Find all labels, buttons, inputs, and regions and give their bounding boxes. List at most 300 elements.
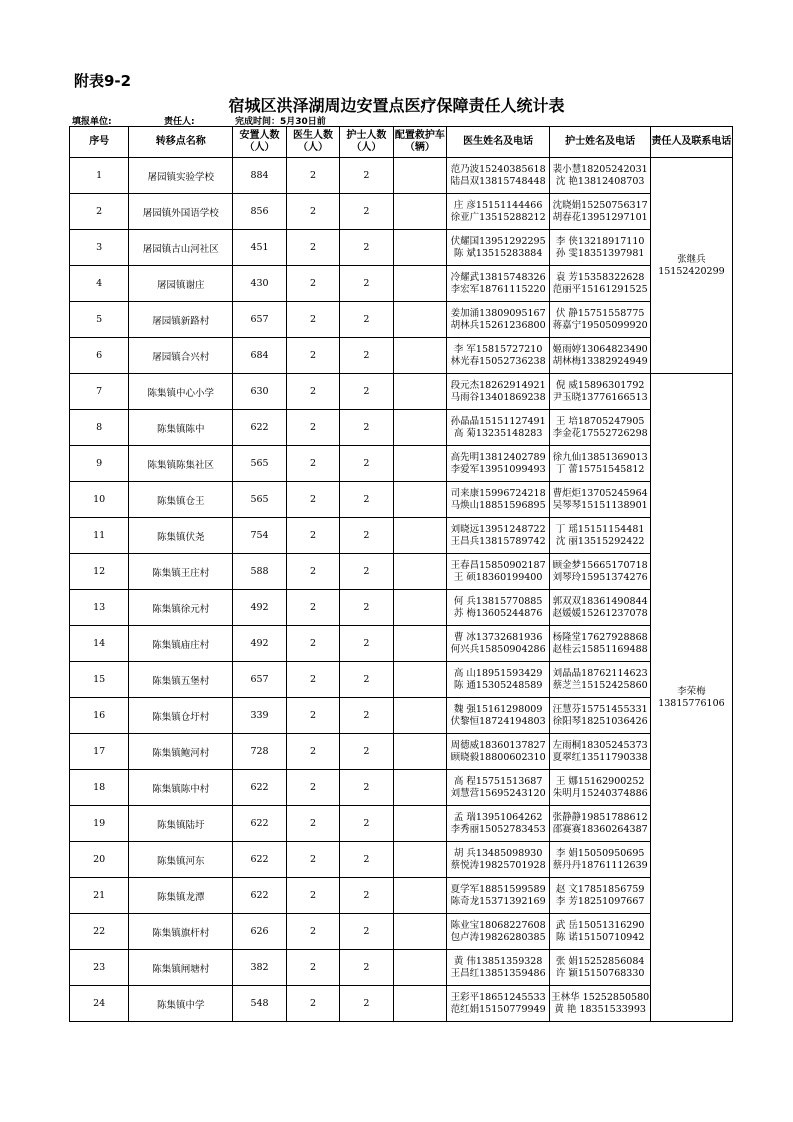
doctor-contact-line: 冷耀武13815748326 [450,271,546,283]
row-people: 622 [233,842,287,878]
row-doctors: 2 [287,662,340,698]
row-no: 22 [70,914,129,950]
row-people: 382 [233,950,287,986]
doctor-contact-line: 陈业宝18068227608 [450,919,546,931]
doctor-contact-line: 李宏军18761115220 [450,283,546,295]
row-ambulance [393,590,446,626]
fill-info-row [70,114,730,126]
row-no: 20 [70,842,129,878]
row-ambulance [393,374,446,410]
nurse-contact-line: 蔡丹丹18761112639 [552,859,648,871]
row-no: 8 [70,410,129,446]
row-doctors: 2 [287,734,340,770]
row-people: 622 [233,878,287,914]
row-nurses: 2 [339,374,393,410]
nurse-contact [550,662,650,698]
table-row [70,986,733,1022]
doctor-contact-line: 陆昌双13815748448 [450,175,546,187]
table-row [70,446,733,482]
responsible-group-1 [650,158,732,374]
row-site: 陈集镇旗杆村 [129,914,233,950]
nurse-contact-line: 武 岳15051316290 [555,919,645,931]
nurse-contact [550,302,650,338]
row-ambulance [393,266,446,302]
row-people: 856 [233,194,287,230]
nurse-contact-line: 姬雨婷13064823490 [552,343,648,355]
table-row [70,842,733,878]
row-ambulance [393,914,446,950]
nurse-contact-line: 刘琴玲15951374276 [552,571,648,583]
nurse-contact [550,194,650,230]
row-people: 565 [233,446,287,482]
nurse-contact-line: 杨隆堂17627928868 [552,631,648,643]
doctor-contact-line: 高 山18951593429 [453,667,543,679]
doctor-contact-line: 高 菊13235148283 [453,427,543,439]
nurse-contact-line: 许 颖15150768330 [555,967,645,979]
row-nurses: 2 [339,806,393,842]
responsible-1-contact: 张继兵15152420299 [658,253,725,277]
doctor-contact-line: 包卢涛19826280385 [450,931,546,943]
doctor-contact-line: 徐亚广13515288212 [450,211,546,223]
nurse-contact-line: 黄 艳 18351533993 [554,1003,646,1015]
nurse-contact-line: 张 娟15252856084 [555,955,645,967]
table-row [70,158,733,194]
nurse-contact [550,266,650,302]
row-no: 4 [70,266,129,302]
row-site: 屠园镇外国语学校 [129,194,233,230]
row-nurses: 2 [339,842,393,878]
table-row [70,194,733,230]
doctor-contact [446,482,550,518]
table-row [70,590,733,626]
fill-responsible-label: 责任人: [164,117,195,127]
row-doctors: 2 [287,806,340,842]
header-site: 转移点名称 [129,127,233,158]
nurse-contact [550,842,650,878]
row-doctors: 2 [287,446,340,482]
nurse-contact [550,878,650,914]
row-site: 屠园镇合兴村 [129,338,233,374]
row-people: 492 [233,626,287,662]
roster-body [70,158,733,1022]
nurse-contact-line: 王林华 15252850580 [551,991,650,1003]
doctor-contact-line: 李 军15815727210 [453,343,543,355]
nurse-contact-line: 伏 静15751558775 [555,307,645,319]
doctor-contact [446,230,550,266]
doctor-contact-line: 姜加涌13809095167 [450,307,546,319]
nurse-contact [550,914,650,950]
row-nurses: 2 [339,626,393,662]
row-no: 3 [70,230,129,266]
nurse-contact-line: 沈 艳13812408703 [555,175,645,187]
nurse-contact [550,986,650,1022]
row-site: 陈集镇陈中村 [129,770,233,806]
row-site: 陈集镇王庄村 [129,554,233,590]
table-row [70,626,733,662]
nurse-contact [550,950,650,986]
nurse-contact-line: 左雨桐18305245373 [552,739,648,751]
row-nurses: 2 [339,302,393,338]
row-ambulance [393,842,446,878]
row-people: 451 [233,230,287,266]
doctor-contact-line: 林光春15052736238 [450,355,546,367]
doctor-contact-line: 范乃波15240385618 [450,163,546,175]
doctor-contact [446,626,550,662]
row-doctors: 2 [287,482,340,518]
row-ambulance [393,626,446,662]
doctor-contact-line: 刘慧营15695243120 [450,787,546,799]
header-doctors: 医生人数（人） [287,127,340,158]
row-people: 684 [233,338,287,374]
fill-deadline-label: 完成时间：5月30日前 [235,117,326,127]
row-ambulance [393,194,446,230]
nurse-contact-line: 刘晶晶18762114623 [552,667,648,679]
doctor-contact-line: 魏 强15161298009 [453,703,543,715]
nurse-contact-line: 李 芳18251097667 [555,895,645,907]
row-doctors: 2 [287,374,340,410]
doctor-contact [446,410,550,446]
doctor-contact [446,374,550,410]
row-doctors: 2 [287,410,340,446]
row-no: 23 [70,950,129,986]
nurse-contact [550,698,650,734]
row-nurses: 2 [339,734,393,770]
doctor-contact [446,914,550,950]
table-row [70,554,733,590]
doctor-contact-line: 苏 梅13605244876 [453,607,543,619]
row-site: 陈集镇龙潭 [129,878,233,914]
row-site: 陈集镇陈集社区 [129,446,233,482]
doctor-contact-line: 马雨谷13401869238 [450,391,546,403]
row-site: 屠园镇新路村 [129,302,233,338]
doctor-contact-line: 何兴兵15850904286 [450,643,546,655]
row-ambulance [393,734,446,770]
row-site: 屠园镇实验学校 [129,158,233,194]
row-people: 492 [233,590,287,626]
row-people: 622 [233,806,287,842]
nurse-contact-line: 王 培18705247905 [555,415,645,427]
doctor-contact [446,590,550,626]
row-people: 430 [233,266,287,302]
row-no: 7 [70,374,129,410]
nurse-contact-line: 夏翠红13511790338 [552,751,648,763]
row-ambulance [393,806,446,842]
nurse-contact-line: 顾金梦15665170718 [552,559,648,571]
nurse-contact-line: 倪 威15896301792 [555,379,645,391]
row-ambulance [393,950,446,986]
nurse-contact-line: 李 娟15050950695 [555,847,645,859]
header-ambulance: 配置救护车（辆） [393,127,446,158]
row-no: 16 [70,698,129,734]
nurse-contact-line: 尹玉晓13776166513 [552,391,648,403]
nurse-contact-line: 陈 诺15150710942 [555,931,645,943]
row-ambulance [393,482,446,518]
row-no: 15 [70,662,129,698]
row-doctors: 2 [287,194,340,230]
nurse-contact-line: 沈晓娟15250756317 [552,199,648,211]
row-no: 13 [70,590,129,626]
doctor-contact [446,770,550,806]
row-doctors: 2 [287,518,340,554]
nurse-contact [550,410,650,446]
table-row [70,266,733,302]
row-people: 588 [233,554,287,590]
nurse-contact [550,158,650,194]
table-row [70,410,733,446]
page-title: 宿城区洪泽湖周边安置点医疗保障责任人统计表 [228,96,565,115]
row-site: 陈集镇仓圩村 [129,698,233,734]
header-nurse-contact: 护士姓名及电话 [550,127,650,158]
row-no: 5 [70,302,129,338]
table-row [70,230,733,266]
header-row [70,127,733,158]
row-site: 屠园镇古山河社区 [129,230,233,266]
row-nurses: 2 [339,482,393,518]
table-row [70,806,733,842]
row-no: 19 [70,806,129,842]
doctor-contact-line: 陈奇龙15371392169 [450,895,546,907]
row-doctors: 2 [287,698,340,734]
doctor-contact [446,554,550,590]
nurse-contact-line: 丁 瑶15151154481 [555,523,645,535]
row-site: 陈集镇陆圩 [129,806,233,842]
row-people: 626 [233,914,287,950]
nurse-contact-line: 赵 文17851856759 [555,883,645,895]
nurse-contact [550,734,650,770]
doctor-contact-line: 李爱军13951099493 [450,463,546,475]
doctor-contact [446,662,550,698]
row-doctors: 2 [287,230,340,266]
doctor-contact-line: 何 兵13815770885 [453,595,543,607]
table-row [70,914,733,950]
responsible-2-line: 13815776106 [658,697,725,709]
row-no: 1 [70,158,129,194]
row-nurses: 2 [339,590,393,626]
row-no: 17 [70,734,129,770]
doctor-contact [446,734,550,770]
row-nurses: 2 [339,230,393,266]
nurse-contact-line: 王 娜15162900252 [555,775,645,787]
row-ambulance [393,446,446,482]
doctor-contact-line: 范红娟15150779949 [450,1003,546,1015]
row-doctors: 2 [287,842,340,878]
doctor-contact-line: 马焕山18851596895 [450,499,546,511]
row-site: 陈集镇仓王 [129,482,233,518]
row-no: 10 [70,482,129,518]
row-doctors: 2 [287,158,340,194]
row-ambulance [393,158,446,194]
row-doctors: 2 [287,878,340,914]
doctor-contact [446,338,550,374]
doctor-contact-line: 王昌红13851359486 [450,967,546,979]
row-site: 陈集镇中心小学 [129,374,233,410]
doctor-contact-line: 曹 冰13732681936 [453,631,543,643]
row-no: 24 [70,986,129,1022]
row-site: 陈集镇伏尧 [129,518,233,554]
row-doctors: 2 [287,626,340,662]
doctor-contact-line: 黄 伟13851359328 [453,955,543,967]
nurse-contact-line: 赵媛媛15261237078 [552,607,648,619]
row-nurses: 2 [339,770,393,806]
nurse-contact [550,518,650,554]
row-people: 657 [233,302,287,338]
nurse-contact-line: 丁 蕾15751545812 [555,463,645,475]
table-row [70,770,733,806]
doctor-contact [446,446,550,482]
row-nurses: 2 [339,950,393,986]
nurse-contact-line: 郭双双18361490844 [552,595,648,607]
doctor-contact-line: 王春昌15850902187 [450,559,546,571]
appendix-label: 附表9-2 [74,72,132,90]
row-nurses: 2 [339,194,393,230]
doctor-contact-line: 王彩平18651245533 [450,991,546,1003]
nurse-contact-line: 沈 丽13515292422 [555,535,645,547]
nurse-contact-line: 赵桂云15851169488 [552,643,648,655]
doctor-contact-line: 李秀丽15052783453 [450,823,546,835]
row-nurses: 2 [339,878,393,914]
row-no: 21 [70,878,129,914]
row-ambulance [393,770,446,806]
row-no: 2 [70,194,129,230]
table-row [70,734,733,770]
doctor-contact-line: 王 硕18360199400 [453,571,543,583]
row-ambulance [393,698,446,734]
doctor-contact-line: 蔡悦涛19825701928 [450,859,546,871]
doctor-contact-line: 胡林兵15261236800 [450,319,546,331]
medical-roster-table [69,126,733,1022]
table-row [70,950,733,986]
nurse-contact [550,590,650,626]
table-row [70,698,733,734]
row-nurses: 2 [339,266,393,302]
table-row [70,302,733,338]
row-site: 陈集镇河东 [129,842,233,878]
row-site: 陈集镇闸塘村 [129,950,233,986]
row-people: 339 [233,698,287,734]
row-ambulance [393,662,446,698]
doctor-contact-line: 王昌兵13815789742 [450,535,546,547]
nurse-contact-line: 胡林梅13382924949 [552,355,648,367]
doctor-contact [446,806,550,842]
row-no: 6 [70,338,129,374]
doctor-contact-line: 伏黎恒18724194803 [450,715,546,727]
row-people: 884 [233,158,287,194]
row-people: 754 [233,518,287,554]
nurse-contact [550,806,650,842]
row-nurses: 2 [339,338,393,374]
nurse-contact-line: 徐阳琴18251036426 [552,715,648,727]
doctor-contact-line: 庄 彦15151144466 [453,199,543,211]
table-row [70,518,733,554]
nurse-contact [550,626,650,662]
doctor-contact [446,986,550,1022]
doctor-contact-line: 段元杰18262914921 [450,379,546,391]
row-ambulance [393,986,446,1022]
nurse-contact-line: 孙 雯18351397981 [555,247,645,259]
doctor-contact-line: 高先明13812402789 [450,451,546,463]
row-doctors: 2 [287,554,340,590]
row-no: 9 [70,446,129,482]
row-nurses: 2 [339,410,393,446]
nurse-contact [550,230,650,266]
row-site: 陈集镇鲍河村 [129,734,233,770]
nurse-contact [550,482,650,518]
nurse-contact-line: 吴琴琴15151138901 [552,499,648,511]
row-nurses: 2 [339,986,393,1022]
doctor-contact-line: 周德威18360137827 [450,739,546,751]
row-doctors: 2 [287,986,340,1022]
row-doctors: 2 [287,302,340,338]
header-nurses: 护士人数（人） [339,127,393,158]
nurse-contact [550,446,650,482]
doctor-contact [446,950,550,986]
nurse-contact-line: 裴小慧18205242031 [552,163,648,175]
row-people: 657 [233,662,287,698]
row-site: 陈集镇庙庄村 [129,626,233,662]
nurse-contact-line: 李 侠13218917110 [555,235,645,247]
table-row [70,878,733,914]
doctor-contact-line: 孙晶晶15151127491 [450,415,546,427]
row-ambulance [393,554,446,590]
nurse-contact-line: 袁 芳15358322628 [555,271,645,283]
doctor-contact [446,302,550,338]
doctor-contact [446,518,550,554]
doctor-contact-line: 伏耀国13951292295 [450,235,546,247]
row-no: 18 [70,770,129,806]
doctor-contact [446,842,550,878]
nurse-contact-line: 蔡芝兰15152425860 [552,679,648,691]
row-nurses: 2 [339,518,393,554]
nurse-contact-line: 范丽平15161291525 [552,283,648,295]
row-doctors: 2 [287,770,340,806]
fill-unit-label: 填报单位: [72,117,112,127]
nurse-contact-line: 徐九仙13851369013 [552,451,648,463]
row-doctors: 2 [287,590,340,626]
row-site: 陈集镇中学 [129,986,233,1022]
doctor-contact-line: 高 程15751513687 [453,775,543,787]
responsible-group-2 [650,374,732,1022]
row-ambulance [393,338,446,374]
nurse-contact-line: 李金花17552726298 [552,427,648,439]
nurse-contact-line: 邵赛赛18360264387 [552,823,648,835]
row-ambulance [393,302,446,338]
doctor-contact [446,878,550,914]
header-people: 安置人数（人） [233,127,287,158]
nurse-contact-line: 汪慧芬15751455331 [552,703,648,715]
nurse-contact-line: 胡春花13951297101 [552,211,648,223]
responsible-2-line: 李荣梅 [677,685,706,697]
row-site: 陈集镇五堡村 [129,662,233,698]
row-nurses: 2 [339,158,393,194]
table-row [70,662,733,698]
doctor-contact [446,194,550,230]
nurse-contact [550,374,650,410]
nurse-contact [550,770,650,806]
row-nurses: 2 [339,698,393,734]
doctor-contact-line: 司来康15996724218 [450,487,546,499]
row-people: 565 [233,482,287,518]
row-doctors: 2 [287,950,340,986]
nurse-contact-line: 朱明月15240374886 [552,787,648,799]
row-nurses: 2 [339,662,393,698]
doctor-contact [446,266,550,302]
row-site: 陈集镇徐元村 [129,590,233,626]
row-ambulance [393,410,446,446]
table-row [70,374,733,410]
row-people: 548 [233,986,287,1022]
nurse-contact [550,554,650,590]
nurse-contact-line: 张静静19851788612 [552,811,648,823]
